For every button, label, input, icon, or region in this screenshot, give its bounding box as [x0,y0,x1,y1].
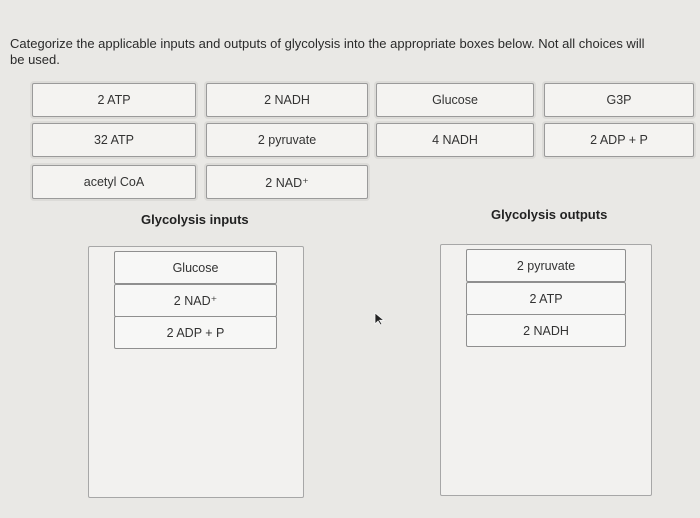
item-label: 2 NAD⁺ [173,294,218,308]
choice-label: 2 pyruvate [257,133,317,147]
output-item-2-atp[interactable] [466,282,626,315]
item-label: 2 ADP + P [166,325,225,340]
choice-label: 4 NADH [432,133,478,147]
item-label: 2 pyruvate [516,258,576,273]
output-item-2-pyruvate[interactable] [466,249,626,282]
choice-label: 2 NADH [264,93,310,107]
choice-glucose[interactable] [376,83,534,117]
choice-g3p[interactable] [544,83,694,117]
mouse-pointer-icon [374,312,386,326]
choice-label: 32 ATP [93,133,135,147]
input-item-2-adp-p[interactable] [114,316,277,349]
choice-2-adp-p[interactable] [544,123,694,157]
choice-4-nadh[interactable] [376,123,534,157]
item-label: 2 ATP [529,291,563,306]
input-item-2-nad[interactable] [114,284,277,317]
item-label: 2 NADH [523,323,569,338]
choice-32-atp[interactable] [32,123,196,157]
choice-2-nad[interactable] [206,165,368,199]
choice-acetyl-coa[interactable] [32,165,196,199]
choice-label: 2 ATP [97,93,131,107]
choice-2-atp[interactable] [32,83,196,117]
choice-label: G3P [606,93,632,107]
choice-2-pyruvate[interactable] [206,123,368,157]
choice-label: 2 NAD⁺ [265,175,309,190]
choice-label: Glucose [432,93,478,107]
choice-label: 2 ADP + P [590,133,648,147]
input-item-glucose[interactable] [114,251,277,284]
inputs-heading: Glycolysis inputs [141,212,249,227]
choice-2-nadh[interactable] [206,83,368,117]
outputs-heading: Glycolysis outputs [491,207,608,222]
output-item-2-nadh[interactable] [466,314,626,347]
item-label: Glucose [172,260,219,275]
choice-label: acetyl CoA [83,175,145,189]
question-prompt: Categorize the applicable inputs and outputs of glycolysis into the appropriate boxes below. Not all choices will be used. [10,36,645,67]
